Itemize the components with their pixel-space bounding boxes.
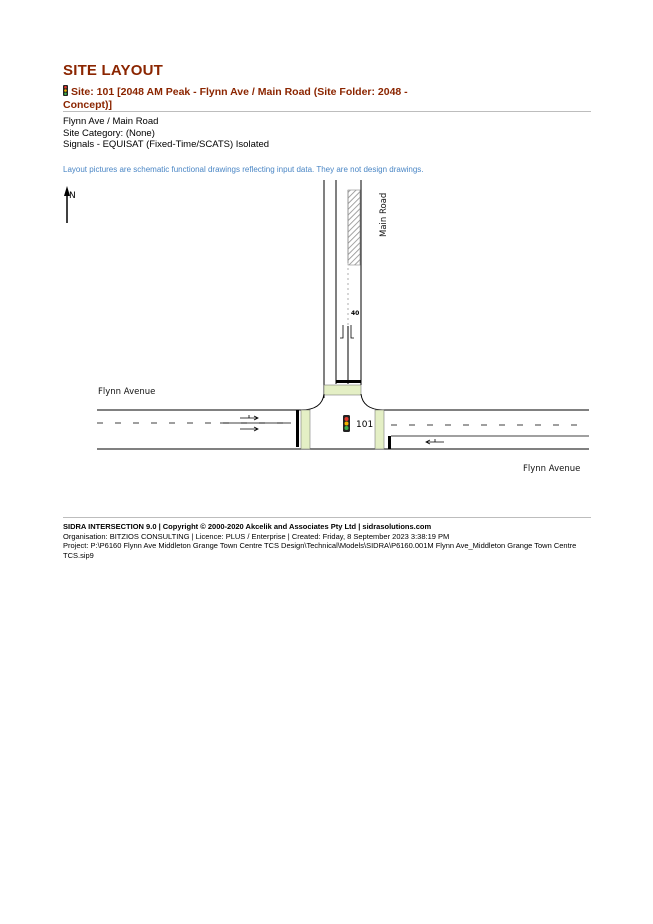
site-heading-text: Site: 101 [2048 AM Peak - Flynn Ave / Main Road (Site Folder: 2048 - Concept)] — [63, 86, 408, 111]
site-info — [63, 116, 269, 151]
site-control: Signals - EQUISAT (Fixed-Time/SCATS) Isolated — [63, 139, 270, 150]
north-label: N — [69, 191, 76, 201]
heading-divider — [63, 111, 591, 112]
footer — [63, 522, 593, 560]
page-title: SITE LAYOUT — [63, 62, 163, 79]
footer-product: SIDRA INTERSECTION 9.0 | Copyright © 2000-2020 Akcelik and Associates Pty Ltd | sidrasolutions.com — [63, 522, 432, 531]
main-road-label: Main Road — [379, 192, 389, 237]
site-layout-drawing — [60, 180, 593, 480]
layout-note: Layout pictures are schematic functional drawings reflecting input data. They are not design drawings. — [63, 165, 424, 174]
traffic-signal-icon — [63, 85, 68, 96]
footer-divider — [63, 517, 591, 518]
site-number-label: 101 — [356, 420, 374, 430]
site-heading — [63, 85, 423, 112]
site-category: Site Category: (None) — [63, 127, 155, 139]
speed-limit-label: 40 — [351, 310, 360, 317]
traffic-signal-icon — [343, 415, 350, 432]
footer-organisation: Organisation: BITZIOS CONSULTING | Licence: PLUS / Enterprise | Created: Friday, 8 September 2023 3:38:19 PM — [63, 531, 450, 541]
flynn-avenue-east-label: Flynn Avenue — [523, 464, 581, 474]
main-road — [324, 180, 361, 398]
flynn-avenue-west-label: Flynn Avenue — [98, 387, 156, 397]
site-name: Flynn Ave / Main Road — [63, 116, 159, 127]
footer-project: Project: P:\P6160 Flynn Ave Middleton Grange Town Centre TCS Design\Technical\Models\SIDRA\P6160.001M Flynn Ave_Middleton Grange Town Centre TCS.sip9 — [63, 541, 577, 560]
